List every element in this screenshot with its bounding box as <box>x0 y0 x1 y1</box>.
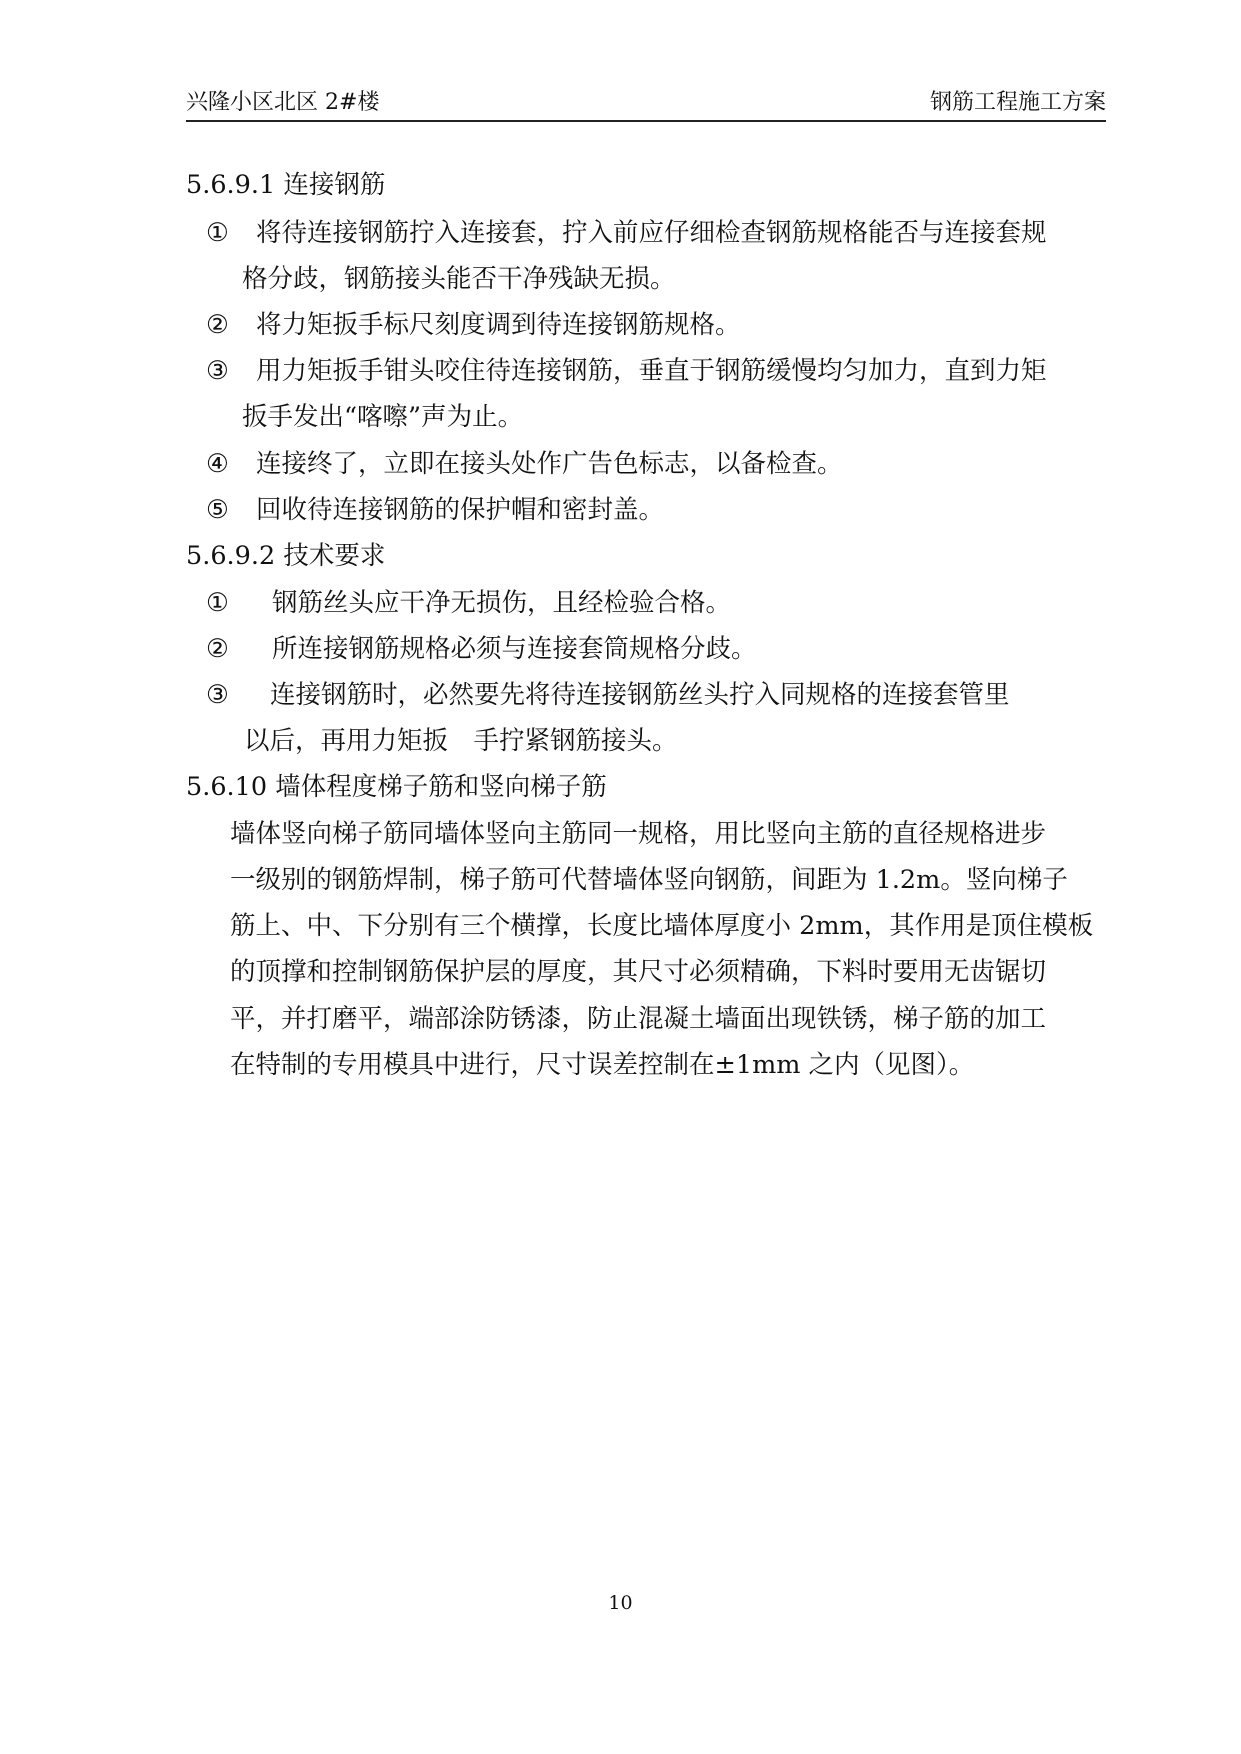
paragraph-line: 墙体竖向梯子筋同墙体竖向主筋同一规格，用比竖向主筋的直径规格进步 <box>230 819 1047 849</box>
list-marker: ② <box>206 634 229 664</box>
paragraph-line: 的顶撑和控制钢筋保护层的厚度，其尺寸必须精确，下料时要用无齿锯切 <box>230 957 1047 987</box>
list-item-text: 扳手发出“喀嚓”声为止。 <box>242 402 524 432</box>
list-item-text: 回收待连接钢筋的保护帽和密封盖。 <box>256 495 665 525</box>
section-heading-5692: 5.6.9.2 技术要求 <box>186 541 386 571</box>
list-item-text: 将待连接钢筋拧入连接套，拧入前应仔细检查钢筋规格能否与连接套规 <box>256 218 1047 248</box>
section-heading-5610: 5.6.10 墙体程度梯子筋和竖向梯子筋 <box>186 772 607 802</box>
list-marker: ④ <box>206 449 229 479</box>
section-heading-5691: 5.6.9.1 连接钢筋 <box>186 170 386 200</box>
list-item-text: 用力矩扳手钳头咬住待连接钢筋，垂直于钢筋缓慢均匀加力，直到力矩 <box>256 356 1047 386</box>
list-marker: ③ <box>206 356 229 386</box>
list-marker: ① <box>206 218 229 248</box>
list-item-text: 连接终了，立即在接头处作广告色标志，以备检查。 <box>256 449 843 479</box>
list-item-text: 所连接钢筋规格必须与连接套筒规格分歧。 <box>272 634 757 664</box>
header-project-name: 兴隆小区北区 2#楼 <box>186 90 380 115</box>
list-item-text: 连接钢筋时，必然要先将待连接钢筋丝头拧入同规格的连接套管里 <box>270 680 1010 710</box>
list-item-text: 以后，再用力矩扳 手拧紧钢筋接头。 <box>244 726 678 756</box>
paragraph-line: 平，并打磨平，端部涂防锈漆，防止混凝土墙面出现铁锈，梯子筋的加工 <box>230 1004 1047 1034</box>
header-doc-title: 钢筋工程施工方案 <box>929 90 1106 115</box>
paragraph-line: 一级别的钢筋焊制，梯子筋可代替墙体竖向钢筋，间距为 1.2m。竖向梯子 <box>230 865 1068 895</box>
list-item-text: 将力矩扳手标尺刻度调到待连接钢筋规格。 <box>256 310 741 340</box>
list-marker: ③ <box>206 680 229 710</box>
paragraph-line: 在特制的专用模具中进行，尺寸误差控制在±1mm 之内（见图）。 <box>230 1050 975 1080</box>
list-marker: ⑤ <box>206 495 229 525</box>
list-item-text: 格分歧，钢筋接头能否干净残缺无损。 <box>242 264 676 294</box>
page-number: 10 <box>608 1592 633 1614</box>
paragraph-line: 筋上、中、下分别有三个横撑，长度比墙体厚度小 2mm，其作用是顶住模板 <box>230 911 1094 941</box>
page-header <box>186 86 1106 122</box>
list-marker: ① <box>206 588 229 618</box>
list-marker: ② <box>206 310 229 340</box>
list-item-text: 钢筋丝头应干净无损伤，且经检验合格。 <box>272 588 732 618</box>
